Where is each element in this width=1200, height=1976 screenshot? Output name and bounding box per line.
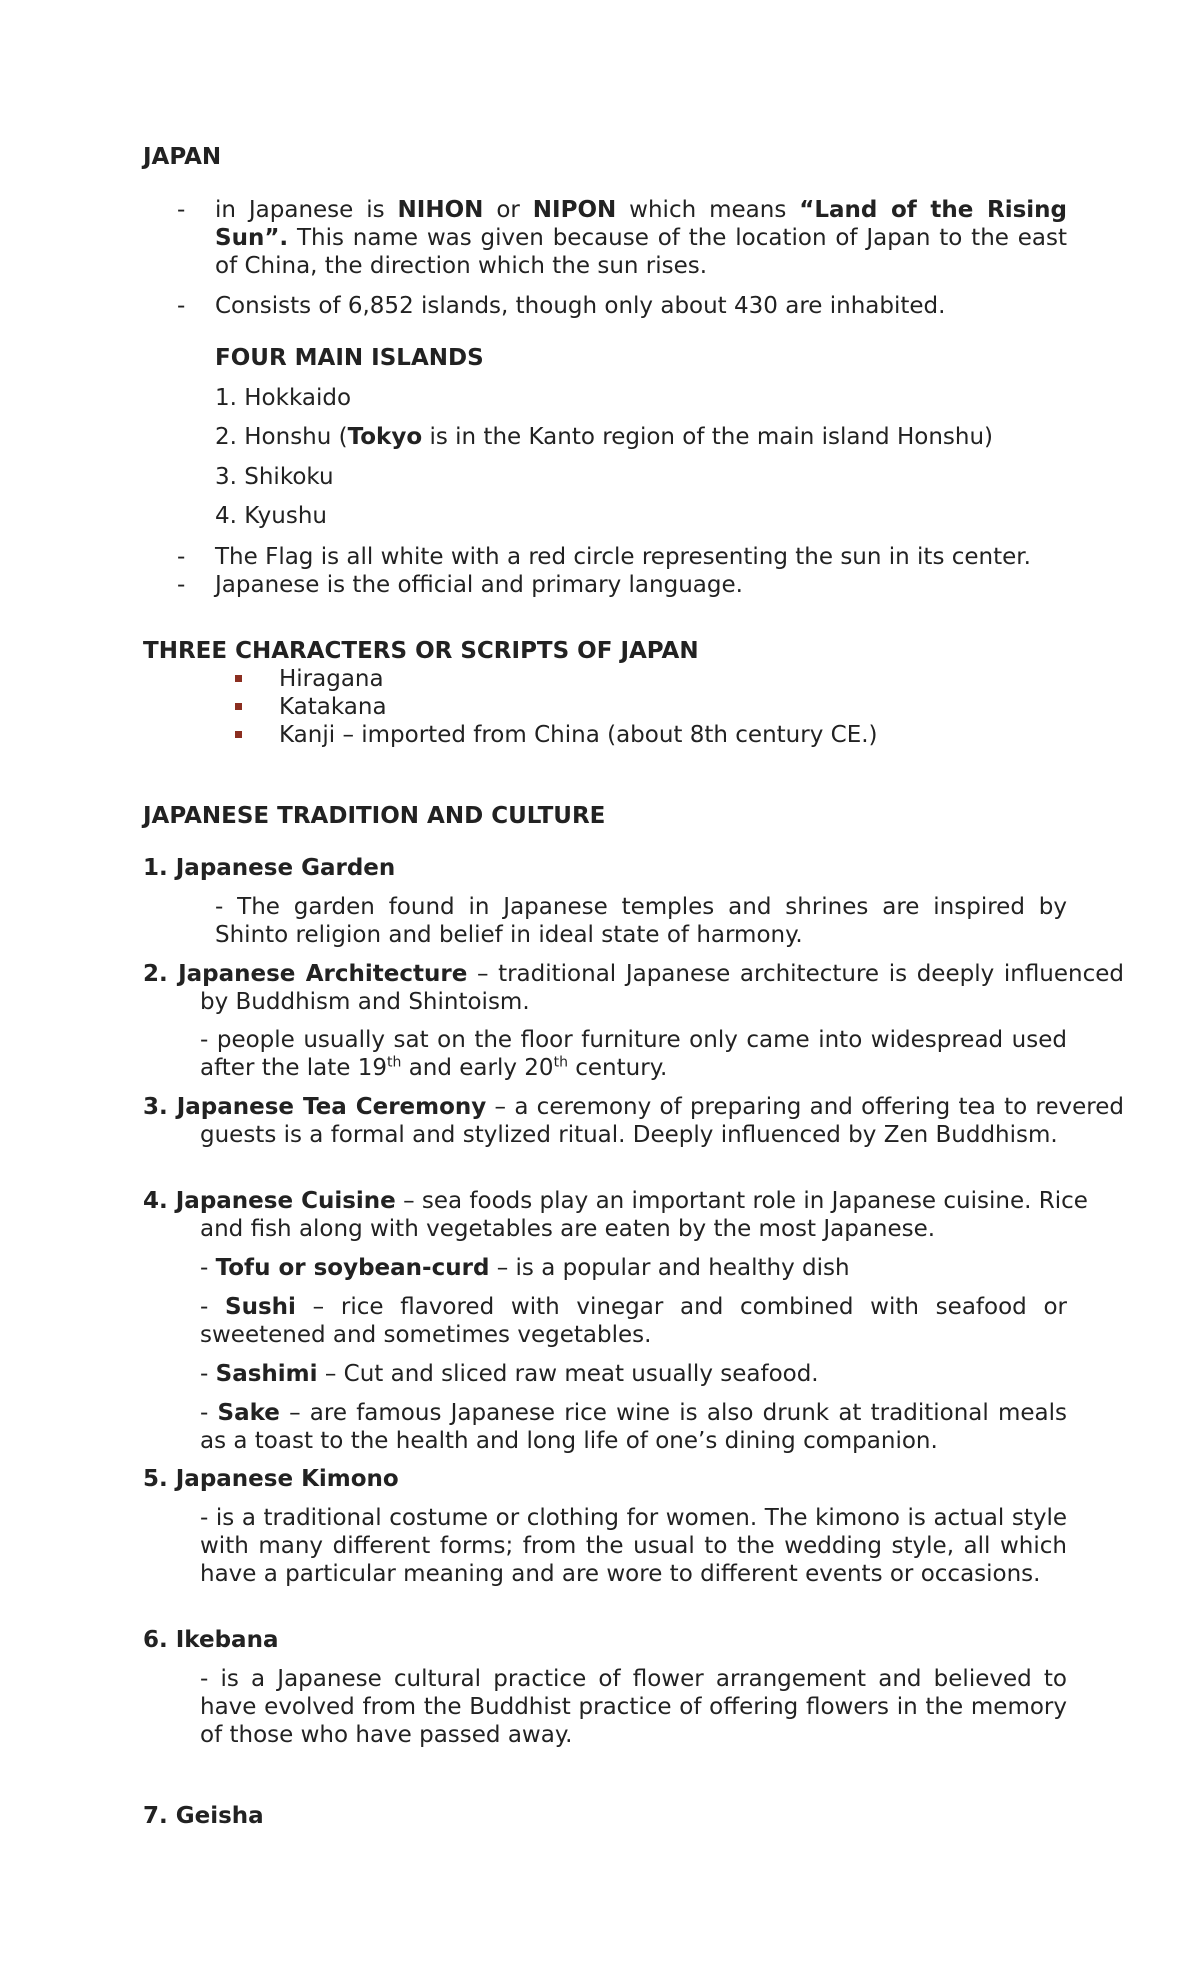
flag-item <box>177 543 1067 571</box>
island-item: 3. Shikoku <box>215 464 334 490</box>
island-item: 1. Hokkaido <box>215 385 352 411</box>
dash-marker: - <box>177 572 186 598</box>
page-title: JAPAN <box>143 144 222 170</box>
language-item-text: Japanese is the official and primary language. <box>215 572 743 598</box>
superscript: th <box>553 1054 568 1071</box>
text-run: - people usually sat on the floor furniture only came into widespread used after the late 19 <box>200 1027 1067 1081</box>
text-run: or <box>483 197 533 223</box>
culture-heading: JAPANESE TRADITION AND CULTURE <box>143 803 606 829</box>
garden-description: - The garden found in Japanese temples and shrines are inspired by Shinto religion and belief in ideal state of harmony. <box>215 894 1067 948</box>
nihon-term: NIHON <box>397 197 484 223</box>
architecture-description: – traditional Japanese architecture is deeply influenced by Buddhism and Shintoism. <box>200 961 1125 1015</box>
dash-marker: - <box>200 1294 226 1320</box>
tofu-term: Tofu or soybean-curd <box>215 1255 490 1281</box>
script-item <box>236 721 878 749</box>
nipon-term: NIPON <box>532 197 617 223</box>
dash-marker: - <box>200 1255 216 1281</box>
architecture-title: 2. Japanese Architecture <box>143 961 468 987</box>
sashimi-term: Sashimi <box>215 1361 318 1387</box>
tofu-item <box>200 1254 1067 1282</box>
sashimi-item <box>200 1360 1067 1388</box>
text-run: and early 20 <box>401 1055 554 1081</box>
language-item <box>177 571 1067 599</box>
text-run: is in the Kanto region of the main island Honshu) <box>422 424 994 450</box>
islands-heading: FOUR MAIN ISLANDS <box>215 345 484 371</box>
text-run: This name was given because of the location of Japan to the east of China, the direction which the sun rises. <box>215 225 1067 279</box>
land-of-rising-sun-quote: “Land of the Rising Sun”. <box>215 197 1067 251</box>
sake-description: – are famous Japanese rice wine is also drunk at traditional meals as a toast to the health and long life of one’s dining companion. <box>200 1400 1067 1454</box>
intro-item-islands-text: Consists of 6,852 islands, though only about 430 are inhabited. <box>215 293 946 319</box>
island-item: 4. Kyushu <box>215 503 327 529</box>
kimono-title: 5. Japanese Kimono <box>143 1466 399 1492</box>
intro-item-name-text <box>215 196 1067 280</box>
ikebana-title: 6. Ikebana <box>143 1627 279 1653</box>
flag-item-text: The Flag is all white with a red circle representing the sun in its center. <box>215 544 1031 570</box>
intro-item-islands <box>177 292 1067 320</box>
tea-ceremony-title: 3. Japanese Tea Ceremony <box>143 1094 487 1120</box>
text-run: in Japanese is <box>215 197 398 223</box>
tofu-description: – is a popular and healthy dish <box>489 1255 850 1281</box>
dash-marker: - <box>200 1361 216 1387</box>
text-run: which means <box>616 197 800 223</box>
square-bullet-icon <box>235 703 242 710</box>
kimono-description: - is a traditional costume or clothing for women. The kimono is actual style with many different forms; from the usual to the wedding style, all which have a particular meaning and are wore to different events or occasions. <box>200 1505 1067 1587</box>
island-item <box>215 423 993 451</box>
script-item <box>236 665 384 693</box>
tokyo-term: Tokyo <box>347 424 423 450</box>
dash-marker: - <box>177 197 186 223</box>
sake-item <box>200 1399 1067 1455</box>
tea-ceremony-item <box>143 1093 1124 1149</box>
geisha-title: 7. Geisha <box>143 1803 264 1829</box>
text-run: 2. Honshu ( <box>215 424 348 450</box>
superscript: th <box>387 1054 402 1071</box>
text-run: century. <box>567 1055 668 1081</box>
scripts-heading: THREE CHARACTERS OR SCRIPTS OF JAPAN <box>143 638 699 664</box>
sashimi-description: – Cut and sliced raw meat usually seafood. <box>317 1361 819 1387</box>
architecture-item <box>143 960 1124 1016</box>
square-bullet-icon <box>235 731 242 738</box>
cuisine-description: – sea foods play an important role in Japanese cuisine. Rice and fish along with vegetables are eaten by the most Japanese. <box>200 1188 1088 1242</box>
script-item-text: Kanji – imported from China (about 8th century CE.) <box>279 722 878 748</box>
script-item <box>236 693 387 721</box>
sushi-item <box>200 1293 1067 1349</box>
dash-marker: - <box>177 544 186 570</box>
tea-ceremony-description: – a ceremony of preparing and offering tea to revered guests is a formal and stylized ritual. Deeply influenced by Zen Buddhism. <box>200 1094 1124 1148</box>
dash-marker: - <box>200 1400 218 1426</box>
script-item-text: Hiragana <box>279 666 384 692</box>
architecture-note <box>200 1026 1067 1082</box>
sushi-description: – rice flavored with vinegar and combined with seafood or sweetened and sometimes vegetables. <box>200 1294 1067 1348</box>
dash-marker: - <box>177 293 186 319</box>
cuisine-title: 4. Japanese Cuisine <box>143 1188 396 1214</box>
ikebana-description: - is a Japanese cultural practice of flower arrangement and believed to have evolved from the Buddhist practice of offering flowers in the memory of those who have passed away. <box>200 1666 1067 1748</box>
sake-term: Sake <box>217 1400 280 1426</box>
cuisine-item <box>143 1187 1124 1243</box>
intro-item-name <box>177 196 1067 280</box>
sushi-term: Sushi <box>225 1294 296 1320</box>
script-item-text: Katakana <box>279 694 387 720</box>
square-bullet-icon <box>235 675 242 682</box>
garden-title: 1. Japanese Garden <box>143 855 396 881</box>
